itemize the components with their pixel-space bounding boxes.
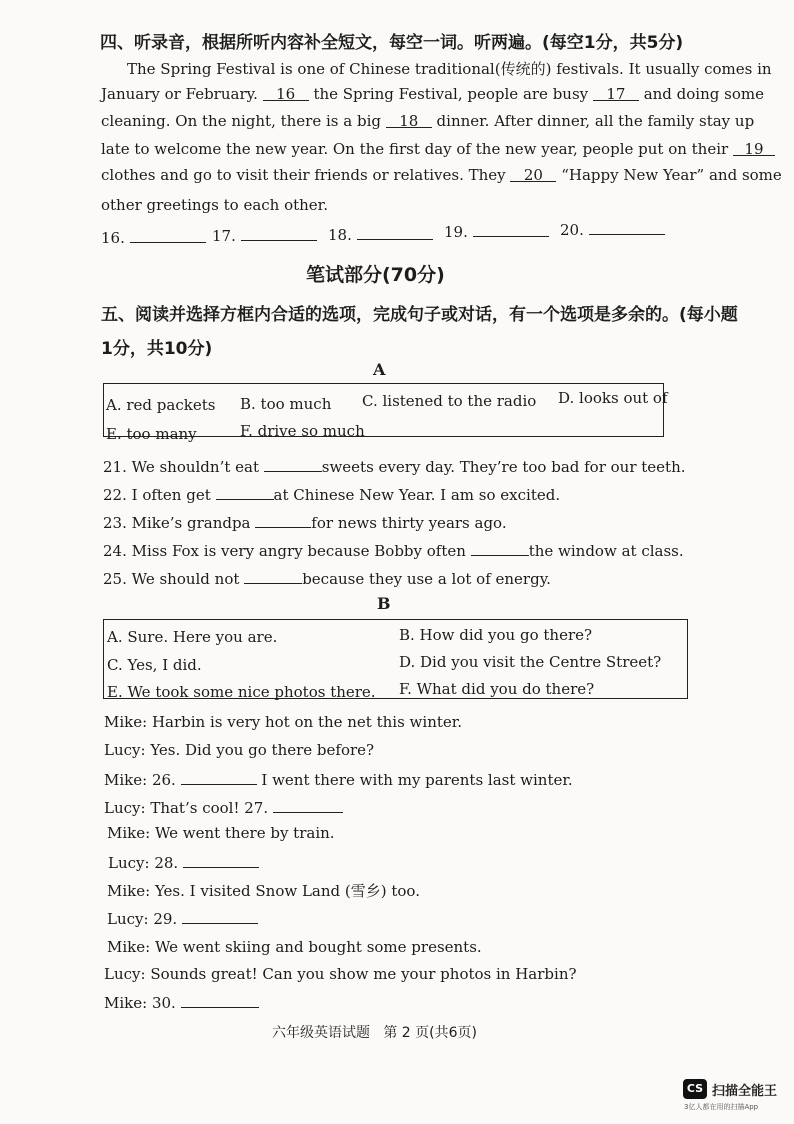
- answer-label: 16.: [101, 229, 125, 247]
- passage-line-4: [101, 140, 775, 158]
- dialogue-text: Lucy: That’s cool! 27.: [104, 799, 269, 817]
- passage-text: January or February.: [101, 85, 258, 103]
- option-b-f: F. What did you do there?: [399, 680, 595, 698]
- dialogue-line-10: Lucy: Sounds great! Can you show me your photos in Harbin?: [104, 965, 577, 983]
- option-b-e: E. We took some nice photos there.: [107, 683, 376, 701]
- blank-18: 18: [386, 112, 432, 128]
- answer-blank-28[interactable]: [183, 852, 259, 868]
- question-text: 21. We shouldn’t eat: [103, 458, 259, 476]
- answer-17: [212, 225, 317, 245]
- blank-19: 19: [733, 140, 775, 156]
- dialogue-text: I went there with my parents last winter.: [261, 771, 573, 789]
- question-text: 24. Miss Fox is very angry because Bobby often: [103, 542, 466, 560]
- passage-text: “Happy New Year” and some: [561, 166, 782, 184]
- answer-blank[interactable]: [130, 227, 206, 243]
- dialogue-line-7: Mike: Yes. I visited Snow Land (雪乡) too.: [107, 882, 420, 900]
- answer-label: 18.: [328, 226, 352, 244]
- option-b-c: C. Yes, I did.: [107, 656, 202, 674]
- part-b-label: B: [377, 594, 391, 613]
- question-23: [103, 512, 507, 532]
- question-text: 22. I often get: [103, 486, 211, 504]
- passage-text: the Spring Festival, people are busy: [313, 85, 589, 103]
- answer-16: [101, 227, 206, 247]
- scanner-logo-icon: CS: [683, 1079, 707, 1099]
- question-24: [103, 540, 684, 560]
- blank-16: 16: [263, 85, 309, 101]
- question-text: 25. We should not: [103, 570, 240, 588]
- dialogue-line-6: [108, 852, 259, 872]
- dialogue-text: Mike: 26.: [104, 771, 176, 789]
- answer-blank[interactable]: [589, 219, 665, 235]
- passage-text: and doing some: [643, 85, 764, 103]
- option-b: B. too much: [240, 395, 332, 413]
- answer-20: [560, 219, 665, 239]
- section5-heading-cont: 1分，共10分): [101, 339, 213, 359]
- answer-label: 17.: [212, 227, 236, 245]
- passage-line-1: The Spring Festival is one of Chinese traditional(传统的) festivals. It usually comes in: [127, 60, 772, 78]
- question-text: for news thirty years ago.: [311, 514, 507, 532]
- dialogue-line-8: [107, 908, 258, 928]
- written-part-title: 笔试部分(70分): [306, 264, 445, 286]
- answer-blank[interactable]: [357, 224, 433, 240]
- passage-text: clothes and go to visit their friends or relatives. They: [101, 166, 506, 184]
- passage-text: dinner. After dinner, all the family stay up: [436, 112, 755, 130]
- section4-heading: 四、听录音，根据所听内容补全短文，每空一词。听两遍。(每空1分，共5分): [100, 33, 684, 53]
- passage-line-6: other greetings to each other.: [101, 196, 328, 214]
- passage-text: cleaning. On the night, there is a big: [101, 112, 381, 130]
- question-text: because they use a lot of energy.: [302, 570, 551, 588]
- section5-heading: 五、阅读并选择方框内合适的选项，完成句子或对话，有一个选项是多余的。(每小题: [101, 305, 738, 325]
- question-text: sweets every day. They’re too bad for our teeth.: [321, 458, 686, 476]
- scanner-app-name: 扫描全能王: [712, 1084, 778, 1099]
- answer-label: 19.: [444, 223, 468, 241]
- answer-blank[interactable]: [244, 568, 302, 584]
- dialogue-line-1: Mike: Harbin is very hot on the net this winter.: [104, 713, 463, 731]
- passage-text: late to welcome the new year. On the first day of the new year, people put on their: [101, 140, 729, 158]
- answer-blank-27[interactable]: [273, 797, 343, 813]
- answer-19: [444, 221, 549, 241]
- question-text: the window at class.: [528, 542, 684, 560]
- blank-20: 20: [510, 166, 556, 182]
- answer-blank[interactable]: [471, 540, 529, 556]
- option-c: C. listened to the radio: [362, 392, 537, 410]
- option-f: F. drive so much: [240, 422, 365, 440]
- passage-line-3: [101, 112, 754, 130]
- question-22: [103, 484, 560, 504]
- dialogue-line-5: Mike: We went there by train.: [107, 824, 335, 842]
- dialogue-line-11: [104, 992, 259, 1012]
- answer-18: [328, 224, 433, 244]
- passage-line-2: [101, 85, 764, 103]
- passage-line-5: [101, 166, 782, 184]
- answer-blank-30[interactable]: [181, 992, 259, 1008]
- option-b-b: B. How did you go there?: [399, 626, 593, 644]
- answer-blank-29[interactable]: [182, 908, 258, 924]
- question-25: [103, 568, 551, 588]
- option-e: E. too many: [106, 425, 197, 443]
- answer-blank[interactable]: [216, 484, 274, 500]
- question-text: 23. Mike’s grandpa: [103, 514, 251, 532]
- blank-17: 17: [593, 85, 639, 101]
- dialogue-text: Lucy: 29.: [107, 910, 178, 928]
- scanner-tagline: 3亿人都在用的扫描App: [684, 1103, 759, 1111]
- part-a-label: A: [373, 360, 386, 379]
- dialogue-line-2: Lucy: Yes. Did you go there before?: [104, 741, 375, 759]
- dialogue-line-9: Mike: We went skiing and bought some presents.: [107, 938, 482, 956]
- answer-blank[interactable]: [241, 225, 317, 241]
- option-d: D. looks out of: [558, 389, 668, 407]
- dialogue-text: Lucy: 28.: [108, 854, 179, 872]
- answer-blank-26[interactable]: [181, 769, 257, 785]
- option-b-a: A. Sure. Here you are.: [107, 628, 278, 646]
- dialogue-line-4: [104, 797, 343, 817]
- dialogue-line-3: [104, 769, 573, 789]
- option-a: A. red packets: [106, 396, 216, 414]
- dialogue-text: Mike: 30.: [104, 994, 176, 1012]
- page-footer: 六年级英语试题 第 2 页(共6页): [272, 1025, 477, 1041]
- answer-blank[interactable]: [264, 456, 322, 472]
- answer-blank[interactable]: [473, 221, 549, 237]
- question-text: at Chinese New Year. I am so excited.: [273, 486, 561, 504]
- answer-label: 20.: [560, 221, 584, 239]
- option-b-d: D. Did you visit the Centre Street?: [399, 653, 662, 671]
- answer-blank[interactable]: [255, 512, 311, 528]
- question-21: [103, 456, 686, 476]
